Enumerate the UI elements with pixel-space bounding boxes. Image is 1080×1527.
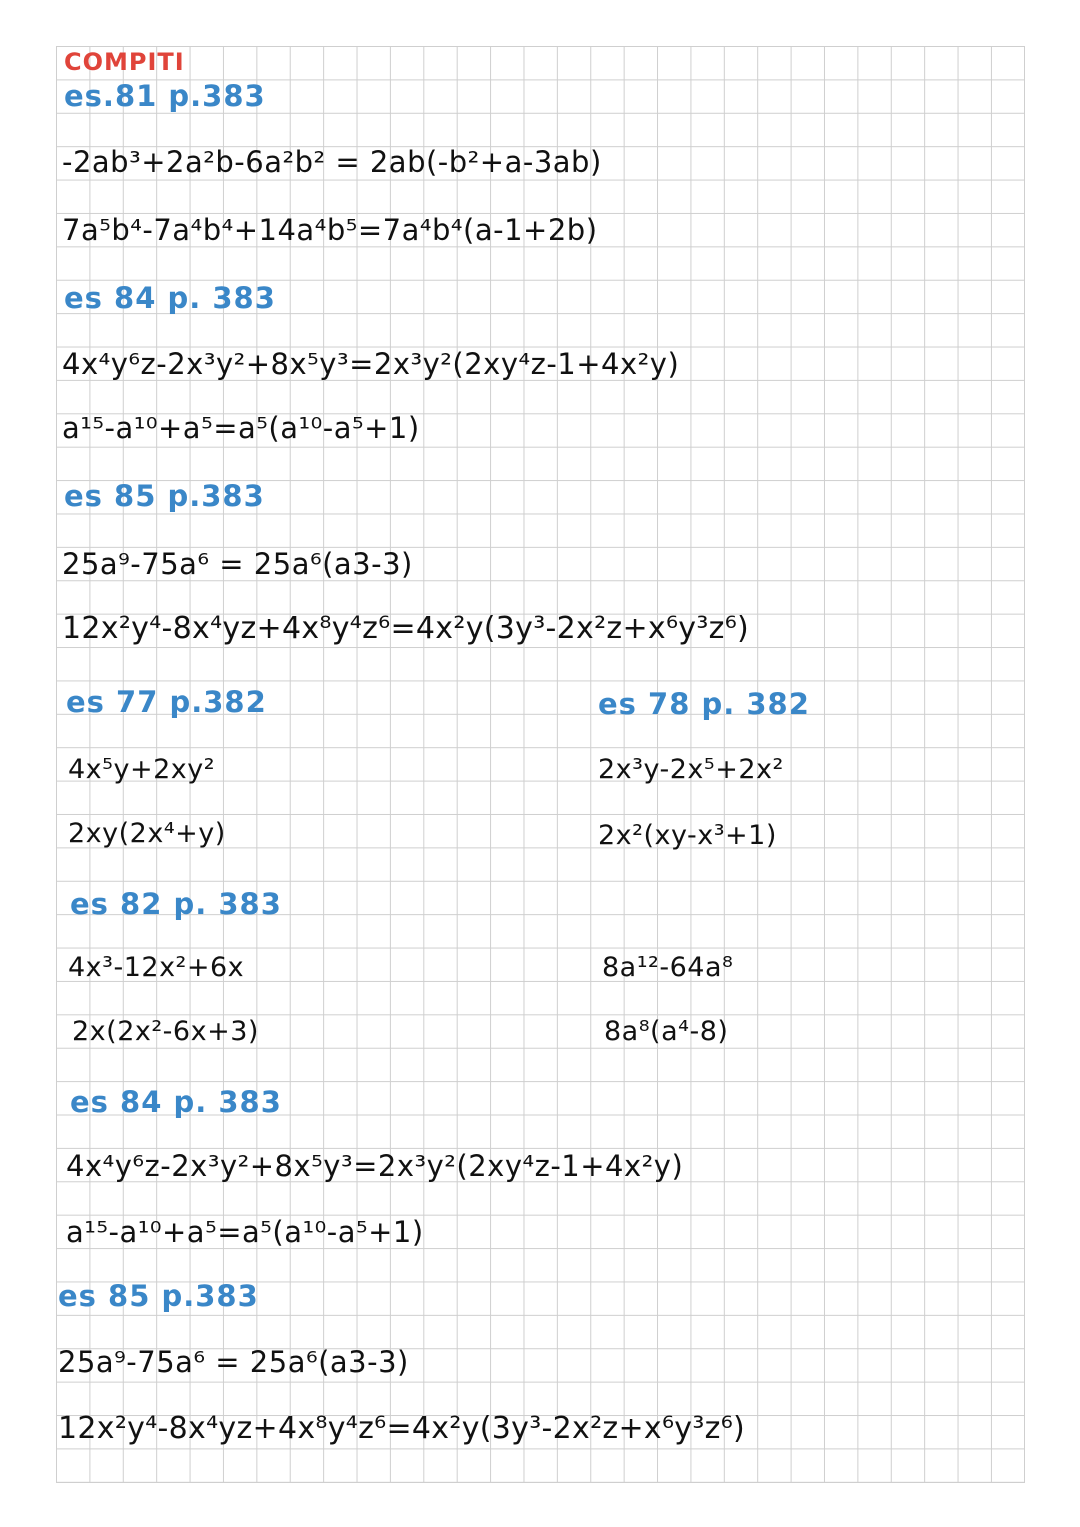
equation-line: 25a⁹-75a⁶ = 25a⁶(a3-3) xyxy=(58,1345,409,1379)
equation-line: 12x²y⁴-8x⁴yz+4x⁸y⁴z⁶=4x²y(3y³-2x²z+x⁶y³z⁶) xyxy=(62,611,750,646)
equation-line: 8a⁸(a⁴-8) xyxy=(604,1016,729,1047)
page-title: COMPITI xyxy=(64,48,185,76)
equation-line: 2x²(xy-x³+1) xyxy=(598,820,777,851)
exercise-heading: es.81 p.383 xyxy=(64,79,266,113)
exercise-heading: es 77 p.382 xyxy=(66,685,267,719)
equation-line: 2x(2x²-6x+3) xyxy=(72,1016,259,1047)
exercise-heading: es 85 p.383 xyxy=(64,479,265,513)
equation-line: 25a⁹-75a⁶ = 25a⁶(a3-3) xyxy=(62,547,413,581)
equation-line: 7a⁵b⁴-7a⁴b⁴+14a⁴b⁵=7a⁴b⁴(a-1+2b) xyxy=(62,213,598,247)
equation-line: 4x⁴y⁶z-2x³y²+8x⁵y³=2x³y²(2xy⁴z-1+4x²y) xyxy=(62,347,680,381)
exercise-heading: es 82 p. 383 xyxy=(70,887,282,921)
equation-line: 4x³-12x²+6x xyxy=(68,952,245,983)
equation-line: 12x²y⁴-8x⁴yz+4x⁸y⁴z⁶=4x²y(3y³-2x²z+x⁶y³z⁶) xyxy=(58,1411,746,1446)
equation-line: a¹⁵-a¹⁰+a⁵=a⁵(a¹⁰-a⁵+1) xyxy=(62,411,420,445)
equation-line: 4x⁴y⁶z-2x³y²+8x⁵y³=2x³y²(2xy⁴z-1+4x²y) xyxy=(66,1149,684,1183)
exercise-heading: es 84 p. 383 xyxy=(70,1085,282,1119)
equation-line: 2xy(2x⁴+y) xyxy=(68,818,226,849)
equation-line: a¹⁵-a¹⁰+a⁵=a⁵(a¹⁰-a⁵+1) xyxy=(66,1215,424,1249)
equation-line: 2x³y-2x⁵+2x² xyxy=(598,754,784,785)
equation-line: 8a¹²-64a⁸ xyxy=(602,952,734,983)
equation-line: -2ab³+2a²b-6a²b² = 2ab(-b²+a-3ab) xyxy=(62,145,602,179)
equation-line: 4x⁵y+2xy² xyxy=(68,754,216,785)
exercise-heading: es 84 p. 383 xyxy=(64,281,276,315)
exercise-heading: es 78 p. 382 xyxy=(598,687,810,721)
exercise-heading: es 85 p.383 xyxy=(58,1279,259,1313)
